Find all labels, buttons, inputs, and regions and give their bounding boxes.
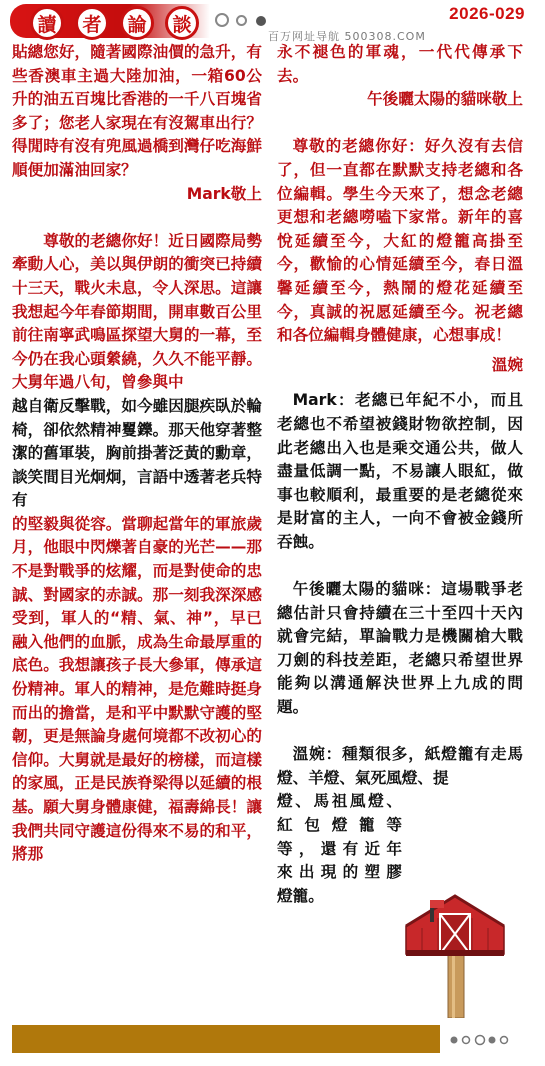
right-column xyxy=(277,41,523,908)
reply-wenwan-line: 等，還有近年 xyxy=(277,839,402,858)
letter-cat-part3: 的堅毅與從容。當聊起當年的軍旅歲月，他眼中閃爍著自豪的光芒——那不是對戰爭的炫耀，而是對使命的忠誠、對國家的赤誠。那一刻我深深感受到，軍人的“精、氣、神”，早已融入他們的血脈，成為生命最厚重的底色。我想讓孩子長大參軍，傳承這份精神。軍人的精神，是危難時挺身而出的擔當，是和平中默默守護的堅韌，更是無論身處何境都不改初心的信仰。大舅就是最好的榜樣，而這樣的家風，正是民族脊梁得以延續的根基。願大舅身體康健，福壽綿長！讓我們共同守護這份得來不易的和平，將那 xyxy=(12,514,262,864)
letter-mark-signature: Mark敬上 xyxy=(186,184,262,203)
title-char-3: 論 xyxy=(120,6,154,40)
reply-cat: 午後曬太陽的貓咪：這場戰爭老總估計只會持續在三十至四十天內就會完結，單論戰力是機關槍大戰刀劍的科技差距，老總只希望世界能夠以溝通解決世界上九成的問題。 xyxy=(277,580,523,717)
footer-dots-icon xyxy=(448,1034,528,1046)
issue-number: 2026-029 xyxy=(449,4,525,23)
header-ring-icon xyxy=(236,15,247,26)
reply-wenwan-line: 燈、馬祖風燈、 xyxy=(277,792,402,811)
left-column xyxy=(12,41,262,867)
footer-bar xyxy=(12,1025,440,1053)
header-ring-icon xyxy=(215,13,229,27)
title-char-4: 談 xyxy=(165,6,199,40)
title-char-2: 者 xyxy=(75,6,109,40)
title-char-1: 讀 xyxy=(30,6,64,40)
letter-cat-part2: 越自衛反擊戰，如今雖因腿疾臥於輪椅，卻依然精神矍鑠。那天他穿著整潔的舊軍裝，胸前掛著泛黃的勳章，談笑間目光炯炯，言語中透著老兵特有 xyxy=(12,396,262,510)
letter-cat-ending: 永不褪色的軍魂，一代代傳承下去。 xyxy=(277,43,523,85)
reply-wenwan-line: 來出現的塑膠 xyxy=(277,863,402,882)
letter-cat-part1: 尊敬的老總你好！近日國際局勢牽動人心，美以與伊朗的衝突已持續十三天，戰火未息，令人深思。這讓我想起今年春節期間，開車數百公里前往南寧武鳴區探望大舅的一幕，至今仍在我心頭縈繞，久久不能平靜。大舅年過八旬，曾參與中 xyxy=(12,231,262,392)
reply-mark: Mark：老總已年紀不小，而且老總也不希望被錢財物欲控制，因此老總出入也是乘交通公共，做人盡量低調一點，不易讓人眼紅，做事也較順利，最重要的是老總從來是財富的主人，一向不會被金錢所吞蝕。 xyxy=(277,391,523,551)
letter-wenwan: 尊敬的老總你好：好久沒有去信了，但一直都在默默支持老總和各位編輯。學生今天來了，想念老總更想和老總嘮嗑下家常。新年的喜悅延續至今，大紅的燈籠高掛至今，歡愉的心情延續至今，春日溫馨延續至今，熱鬧的燈花延續至今，真誠的祝愿延續至今。祝老總和各位編輯身體健康，心想事成！ xyxy=(277,137,523,345)
reply-wenwan: 溫婉：種類很多，紙燈籠有走馬燈、羊燈、氣死風燈、提 xyxy=(277,745,523,787)
reply-wenwan-line: 紅包燈籠等 xyxy=(277,816,402,834)
letter-cat-signature: 午後曬太陽的貓咪敬上 xyxy=(367,90,523,109)
mailbox-icon xyxy=(400,888,510,1018)
watermark: 百万网址导航 500308.COM xyxy=(268,30,426,43)
reply-wenwan-line: 燈籠。 xyxy=(277,886,324,905)
header xyxy=(0,0,545,46)
header-dot-icon xyxy=(256,16,266,26)
letter-mark: 貼總您好，隨著國際油價的急升，有些香澳車主過大陸加油，一箱60公升的油五百塊比香港的一千八百塊省多了；您老人家現在有沒駕車出行？得閒時有沒有兜風過橋到灣仔吃海鮮順便加滿油回家？ xyxy=(12,43,262,179)
letter-wenwan-signature: 溫婉 xyxy=(491,355,523,374)
